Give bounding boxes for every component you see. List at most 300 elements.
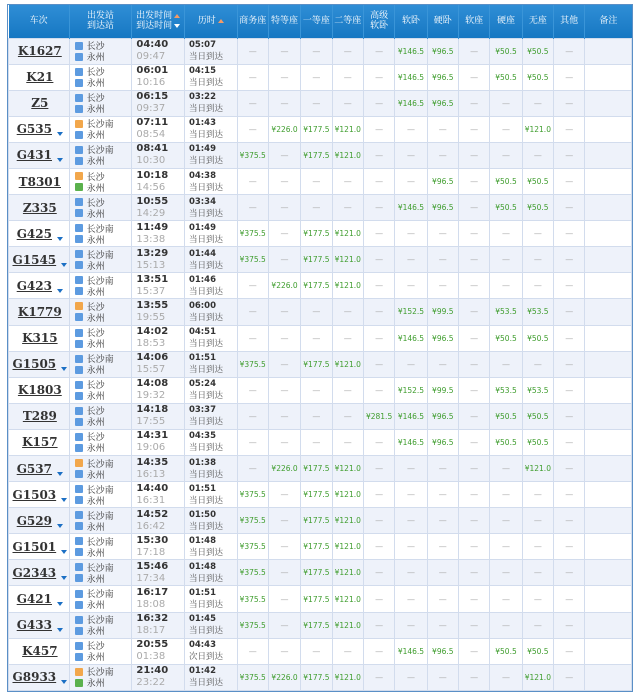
seat-price-cell[interactable]: ¥121.0	[332, 664, 363, 690]
seat-price-cell[interactable]: ¥146.5	[395, 38, 427, 64]
remark-cell	[585, 456, 632, 482]
train-no-link[interactable]: G421	[16, 592, 52, 607]
seat-price-cell: —	[458, 195, 489, 221]
times-cell	[132, 116, 185, 142]
seat-price-cell[interactable]: ¥375.5	[237, 142, 268, 168]
seat-price-cell[interactable]: ¥375.5	[237, 534, 268, 560]
seat-price-cell[interactable]: ¥121.0	[332, 508, 363, 534]
seat-price-cell[interactable]: ¥50.5	[490, 64, 522, 90]
stops-dropdown-icon[interactable]	[57, 524, 63, 528]
seat-price-cell: —	[554, 64, 585, 90]
stops-dropdown-icon[interactable]	[61, 263, 67, 267]
from-station: 长沙南	[86, 276, 114, 287]
depart-time: 14:35	[136, 456, 169, 468]
seat-price-cell[interactable]: ¥121.0	[332, 273, 363, 299]
duration-cell	[184, 534, 237, 560]
stops-dropdown-icon[interactable]	[57, 602, 63, 606]
train-no-cell	[9, 168, 70, 194]
stations-cell	[69, 351, 132, 377]
seat-price-cell: —	[427, 560, 458, 586]
seat-price-cell[interactable]: ¥177.5	[301, 508, 332, 534]
train-no-link[interactable]: T289	[22, 409, 57, 424]
seat-price-cell: —	[301, 90, 332, 116]
seat-price-cell: —	[268, 299, 300, 325]
seat-price-cell: —	[554, 168, 585, 194]
seat-price-cell[interactable]: ¥375.5	[237, 508, 268, 534]
train-no-link[interactable]: K1779	[17, 304, 62, 319]
seat-price-cell[interactable]: ¥146.5	[395, 638, 427, 664]
seat-price-cell[interactable]: ¥96.5	[427, 64, 458, 90]
duration: 01:51	[188, 588, 217, 599]
seat-price-cell[interactable]: ¥177.5	[301, 142, 332, 168]
seat-price-cell[interactable]: ¥281.5	[363, 403, 394, 429]
header-duration[interactable]	[184, 5, 237, 38]
stops-dropdown-icon[interactable]	[61, 550, 67, 554]
seat-price-cell: —	[237, 195, 268, 221]
train-no-link[interactable]: G423	[16, 278, 52, 293]
remark-cell	[585, 64, 632, 90]
stations-cell	[69, 247, 132, 273]
station-pass-icon	[75, 313, 83, 321]
seat-price-cell: —	[237, 273, 268, 299]
seat-price-cell: —	[554, 664, 585, 690]
seat-price-cell: —	[268, 638, 300, 664]
times-cell	[132, 612, 185, 638]
seat-price-cell[interactable]: ¥50.5	[522, 38, 553, 64]
train-no-link[interactable]: G1545	[12, 252, 57, 267]
train-no-cell	[9, 325, 70, 351]
from-station: 长沙	[86, 42, 105, 53]
stations-cell	[69, 221, 132, 247]
station-pass-icon	[75, 590, 83, 598]
train-no-link[interactable]: Z5	[31, 96, 49, 111]
table-row	[9, 168, 632, 194]
seat-price-cell: —	[268, 377, 300, 403]
seat-price-cell[interactable]: ¥96.5	[427, 168, 458, 194]
remark-cell	[585, 429, 632, 455]
seat-price-cell: —	[395, 612, 427, 638]
seat-price-cell[interactable]: ¥146.5	[395, 325, 427, 351]
train-no-cell	[9, 142, 70, 168]
seat-price-cell: —	[427, 664, 458, 690]
remark-cell	[585, 664, 632, 690]
seat-price-cell[interactable]: ¥50.5	[490, 429, 522, 455]
seat-price-cell[interactable]: ¥121.0	[332, 586, 363, 612]
from-station: 长沙南	[86, 146, 114, 157]
seat-price-cell: —	[458, 247, 489, 273]
seat-price-cell: —	[458, 612, 489, 638]
seat-price-cell[interactable]: ¥146.5	[395, 403, 427, 429]
seat-price-cell: —	[301, 403, 332, 429]
station-pass-icon	[75, 209, 83, 217]
arrive-time: 23:22	[136, 677, 166, 689]
station-pass-icon	[75, 355, 83, 363]
duration-cell	[184, 377, 237, 403]
seat-price-cell: —	[332, 325, 363, 351]
station-pass-icon	[75, 407, 83, 415]
train-no-link[interactable]: K21	[26, 70, 54, 85]
train-no-cell	[9, 429, 70, 455]
seat-price-cell[interactable]: ¥177.5	[301, 664, 332, 690]
times-cell	[132, 168, 185, 194]
seat-price-cell[interactable]: ¥177.5	[301, 534, 332, 560]
seat-price-cell: —	[268, 429, 300, 455]
duration: 03:34	[188, 196, 217, 207]
arrive-time: 19:06	[136, 442, 166, 454]
train-no-link[interactable]: K457	[22, 644, 58, 659]
duration: 01:49	[188, 222, 217, 233]
to-station: 永州	[86, 313, 105, 324]
seat-price-cell[interactable]: ¥96.5	[427, 429, 458, 455]
train-no-link[interactable]: Z335	[22, 200, 57, 215]
seat-price-cell[interactable]: ¥375.5	[237, 664, 268, 690]
seat-price-cell[interactable]: ¥121.0	[332, 116, 363, 142]
seat-price-cell[interactable]: ¥226.0	[268, 116, 300, 142]
table-row	[9, 325, 632, 351]
arrival-day: 当日到达	[188, 626, 223, 637]
table-row	[9, 195, 632, 221]
train-no-link[interactable]: G1503	[12, 487, 57, 502]
table-row	[9, 456, 632, 482]
seat-price-cell[interactable]: ¥96.5	[427, 90, 458, 116]
seat-price-cell[interactable]: ¥121.0	[332, 351, 363, 377]
seat-price-cell[interactable]: ¥226.0	[268, 273, 300, 299]
seat-price-cell: —	[554, 403, 585, 429]
times-cell	[132, 429, 185, 455]
seat-price-cell[interactable]: ¥177.5	[301, 456, 332, 482]
seat-price-cell[interactable]: ¥177.5	[301, 221, 332, 247]
arrive-time: 14:29	[136, 207, 166, 219]
seat-price-cell: —	[427, 456, 458, 482]
duration-cell	[184, 586, 237, 612]
arrival-day: 当日到达	[188, 260, 223, 271]
stops-dropdown-icon[interactable]	[57, 132, 63, 136]
seat-price-cell[interactable]: ¥152.5	[395, 299, 427, 325]
header-seat-business: 商务座	[237, 5, 268, 38]
seat-price-cell[interactable]: ¥50.5	[490, 403, 522, 429]
seat-price-cell: —	[554, 429, 585, 455]
duration-cell	[184, 351, 237, 377]
depart-time: 14:31	[136, 430, 169, 442]
seat-price-cell[interactable]: ¥53.5	[522, 377, 553, 403]
train-no-link[interactable]: T8301	[18, 174, 61, 189]
arrival-day: 当日到达	[188, 78, 223, 89]
stations-cell	[69, 664, 132, 690]
seat-price-cell: —	[395, 168, 427, 194]
seat-price-cell[interactable]: ¥96.5	[427, 638, 458, 664]
seat-price-cell[interactable]: ¥50.5	[522, 429, 553, 455]
seat-price-cell[interactable]: ¥177.5	[301, 273, 332, 299]
seat-price-cell[interactable]: ¥146.5	[395, 64, 427, 90]
arrival-day: 当日到达	[188, 365, 223, 376]
seat-price-cell[interactable]: ¥121.0	[332, 221, 363, 247]
seat-price-cell: —	[268, 403, 300, 429]
train-no-link[interactable]: G529	[16, 513, 52, 528]
seat-price-cell[interactable]: ¥177.5	[301, 247, 332, 273]
to-station: 永州	[86, 548, 105, 559]
seat-price-cell: —	[395, 664, 427, 690]
train-no-link[interactable]: G535	[16, 122, 52, 137]
seat-price-cell[interactable]: ¥177.5	[301, 560, 332, 586]
stops-dropdown-icon[interactable]	[57, 289, 63, 293]
header-arrive-time[interactable]: 到达时间	[136, 21, 173, 32]
stops-dropdown-icon[interactable]	[61, 680, 67, 684]
seat-price-cell: —	[363, 64, 394, 90]
seat-price-cell[interactable]: ¥96.5	[427, 195, 458, 221]
arrival-day: 当日到达	[188, 130, 223, 141]
seat-price-cell: —	[237, 325, 268, 351]
seat-price-cell[interactable]: ¥177.5	[301, 351, 332, 377]
seat-price-cell[interactable]: ¥177.5	[301, 612, 332, 638]
remark-cell	[585, 38, 632, 64]
duration-cell	[184, 456, 237, 482]
seat-price-cell[interactable]: ¥375.5	[237, 586, 268, 612]
train-no-link[interactable]: K1803	[17, 383, 62, 398]
seat-price-cell[interactable]: ¥50.5	[490, 638, 522, 664]
seat-price-cell: —	[363, 560, 394, 586]
seat-price-cell[interactable]: ¥146.5	[395, 90, 427, 116]
seat-price-cell: —	[363, 377, 394, 403]
arrive-time: 08:54	[136, 129, 166, 141]
seat-price-cell[interactable]: ¥375.5	[237, 351, 268, 377]
times-cell	[132, 534, 185, 560]
stops-dropdown-icon[interactable]	[57, 472, 63, 476]
seat-price-cell: —	[363, 456, 394, 482]
train-no-link[interactable]: G431	[16, 148, 52, 163]
header-depart-time[interactable]: 出发时间	[136, 11, 173, 22]
arrival-day: 当日到达	[188, 104, 223, 115]
seat-price-cell[interactable]: ¥96.5	[427, 38, 458, 64]
sort-icon[interactable]	[218, 19, 224, 23]
remark-cell	[585, 221, 632, 247]
seat-price-cell: —	[490, 221, 522, 247]
stops-dropdown-icon[interactable]	[57, 628, 63, 632]
stations-cell	[69, 64, 132, 90]
seat-price-cell: —	[554, 221, 585, 247]
seat-price-cell[interactable]: ¥96.5	[427, 403, 458, 429]
seat-price-cell[interactable]: ¥375.5	[237, 221, 268, 247]
seat-price-cell: —	[363, 299, 394, 325]
seat-price-cell: —	[490, 534, 522, 560]
arrive-time: 01:38	[136, 651, 166, 663]
station-pass-icon	[75, 276, 83, 284]
header-times[interactable]	[132, 5, 185, 38]
seat-price-cell: —	[301, 299, 332, 325]
arrival-day: 当日到达	[188, 417, 223, 428]
seat-price-cell[interactable]: ¥53.5	[490, 299, 522, 325]
header-duration-label[interactable]: 历时	[197, 16, 216, 27]
seat-price-cell: —	[458, 482, 489, 508]
train-no-link[interactable]: G1505	[12, 357, 57, 372]
seat-price-cell[interactable]: ¥53.5	[522, 299, 553, 325]
seat-price-cell: —	[427, 612, 458, 638]
seat-price-cell[interactable]: ¥177.5	[301, 116, 332, 142]
station-pass-icon	[75, 642, 83, 650]
seat-price-cell[interactable]: ¥50.5	[490, 38, 522, 64]
times-cell	[132, 38, 185, 64]
depart-time: 21:40	[136, 665, 169, 677]
seat-price-cell[interactable]: ¥121.0	[522, 456, 553, 482]
stops-dropdown-icon[interactable]	[57, 158, 63, 162]
seat-price-cell[interactable]: ¥375.5	[237, 560, 268, 586]
seat-price-cell[interactable]: ¥121.0	[522, 664, 553, 690]
seat-price-cell[interactable]: ¥121.0	[332, 534, 363, 560]
seat-price-cell[interactable]: ¥226.0	[268, 456, 300, 482]
sort-desc-icon[interactable]	[174, 24, 180, 28]
station-pass-icon	[75, 627, 83, 635]
times-cell	[132, 351, 185, 377]
train-no-link[interactable]: G537	[16, 461, 52, 476]
seat-price-cell[interactable]: ¥53.5	[490, 377, 522, 403]
seat-price-cell: —	[458, 325, 489, 351]
seat-price-cell: —	[490, 273, 522, 299]
times-cell	[132, 482, 185, 508]
train-no-cell	[9, 299, 70, 325]
seat-price-cell[interactable]: ¥99.5	[427, 377, 458, 403]
seat-price-cell[interactable]: ¥177.5	[301, 586, 332, 612]
train-no-link[interactable]: G8933	[12, 670, 57, 685]
duration: 05:07	[188, 40, 217, 51]
seat-price-cell[interactable]: ¥50.5	[522, 168, 553, 194]
station-start-icon	[75, 459, 83, 467]
train-no-link[interactable]: K1627	[17, 44, 62, 59]
train-no-link[interactable]: G2343	[12, 565, 57, 580]
duration: 04:43	[188, 640, 217, 651]
header-senior-top: 高级	[370, 11, 389, 22]
seat-price-cell[interactable]: ¥152.5	[395, 377, 427, 403]
seat-price-cell: —	[363, 586, 394, 612]
remark-cell	[585, 116, 632, 142]
stops-dropdown-icon[interactable]	[57, 237, 63, 241]
seat-price-cell[interactable]: ¥50.5	[522, 325, 553, 351]
depart-time: 10:18	[136, 169, 169, 181]
stations-cell	[69, 586, 132, 612]
seat-price-cell[interactable]: ¥50.5	[490, 168, 522, 194]
remark-cell	[585, 560, 632, 586]
stops-dropdown-icon[interactable]	[61, 576, 67, 580]
train-no-link[interactable]: K157	[22, 435, 58, 450]
seat-price-cell[interactable]: ¥50.5	[522, 195, 553, 221]
seat-price-cell[interactable]: ¥121.0	[332, 456, 363, 482]
arrival-day: 当日到达	[188, 600, 223, 611]
station-pass-icon	[75, 522, 83, 530]
train-no-cell	[9, 247, 70, 273]
arrival-day: 当日到达	[188, 521, 223, 532]
seat-price-cell[interactable]: ¥375.5	[237, 612, 268, 638]
from-station: 长沙南	[86, 537, 114, 548]
seat-price-cell: —	[458, 273, 489, 299]
seat-price-cell: —	[332, 429, 363, 455]
seat-price-cell[interactable]: ¥375.5	[237, 482, 268, 508]
seat-price-cell[interactable]: ¥50.5	[522, 403, 553, 429]
from-station: 长沙南	[86, 511, 114, 522]
station-pass-icon	[75, 79, 83, 87]
header-senior-bottom: 软卧	[370, 21, 389, 32]
train-no-link[interactable]: G1501	[12, 539, 57, 554]
seat-price-cell: —	[268, 508, 300, 534]
seat-price-cell: —	[522, 508, 553, 534]
duration: 01:51	[188, 353, 217, 364]
station-pass-icon	[75, 444, 83, 452]
to-station: 永州	[86, 261, 105, 272]
station-pass-icon	[75, 235, 83, 243]
duration-cell	[184, 325, 237, 351]
table-row	[9, 664, 632, 690]
seat-price-cell[interactable]: ¥50.5	[490, 325, 522, 351]
arrival-day: 当日到达	[188, 234, 223, 245]
seat-price-cell[interactable]: ¥96.5	[427, 325, 458, 351]
train-no-link[interactable]: G433	[16, 618, 52, 633]
depart-time: 14:18	[136, 404, 169, 416]
seat-price-cell[interactable]: ¥121.0	[522, 116, 553, 142]
header-seat-soft-sleeper: 软卧	[395, 5, 427, 38]
train-no-cell	[9, 612, 70, 638]
seat-price-cell: —	[363, 168, 394, 194]
to-station: 永州	[86, 522, 105, 533]
seat-price-cell: —	[237, 377, 268, 403]
duration-cell	[184, 508, 237, 534]
seat-price-cell[interactable]: ¥121.0	[332, 247, 363, 273]
sort-asc-icon[interactable]	[174, 14, 180, 18]
seat-price-cell: —	[301, 64, 332, 90]
table-header-row	[9, 5, 632, 38]
seat-price-cell: —	[490, 90, 522, 116]
header-seat-hard-seat: 硬座	[490, 5, 522, 38]
seat-price-cell[interactable]: ¥146.5	[395, 195, 427, 221]
seat-price-cell[interactable]: ¥375.5	[237, 247, 268, 273]
duration: 03:22	[188, 92, 217, 103]
seat-price-cell: —	[363, 482, 394, 508]
seat-price-cell: —	[427, 116, 458, 142]
duration: 04:51	[188, 327, 217, 338]
seat-price-cell[interactable]: ¥50.5	[490, 195, 522, 221]
train-no-cell	[9, 377, 70, 403]
seat-price-cell[interactable]: ¥121.0	[332, 560, 363, 586]
duration-cell	[184, 221, 237, 247]
train-no-link[interactable]: K315	[22, 331, 58, 346]
depart-time: 20:55	[136, 639, 169, 651]
seat-price-cell[interactable]: ¥121.0	[332, 142, 363, 168]
seat-price-cell: —	[554, 351, 585, 377]
stations-cell	[69, 560, 132, 586]
seat-price-cell[interactable]: ¥121.0	[332, 482, 363, 508]
seat-price-cell[interactable]: ¥146.5	[395, 429, 427, 455]
stations-cell	[69, 377, 132, 403]
times-cell	[132, 299, 185, 325]
stops-dropdown-icon[interactable]	[61, 367, 67, 371]
seat-price-cell: —	[554, 638, 585, 664]
seat-price-cell[interactable]: ¥226.0	[268, 664, 300, 690]
stops-dropdown-icon[interactable]	[61, 498, 67, 502]
seat-price-cell: —	[268, 612, 300, 638]
arrive-time: 16:13	[136, 468, 166, 480]
seat-price-cell[interactable]: ¥50.5	[522, 64, 553, 90]
train-no-link[interactable]: G425	[16, 226, 52, 241]
from-station: 长沙	[86, 198, 105, 209]
seat-price-cell[interactable]: ¥50.5	[522, 638, 553, 664]
seat-price-cell[interactable]: ¥177.5	[301, 482, 332, 508]
seat-price-cell[interactable]: ¥99.5	[427, 299, 458, 325]
seat-price-cell: —	[458, 221, 489, 247]
times-cell	[132, 273, 185, 299]
table-row	[9, 116, 632, 142]
station-pass-icon	[75, 250, 83, 258]
remark-cell	[585, 273, 632, 299]
times-cell	[132, 221, 185, 247]
depart-time: 15:46	[136, 560, 169, 572]
seat-price-cell: —	[268, 534, 300, 560]
seat-price-cell[interactable]: ¥121.0	[332, 612, 363, 638]
